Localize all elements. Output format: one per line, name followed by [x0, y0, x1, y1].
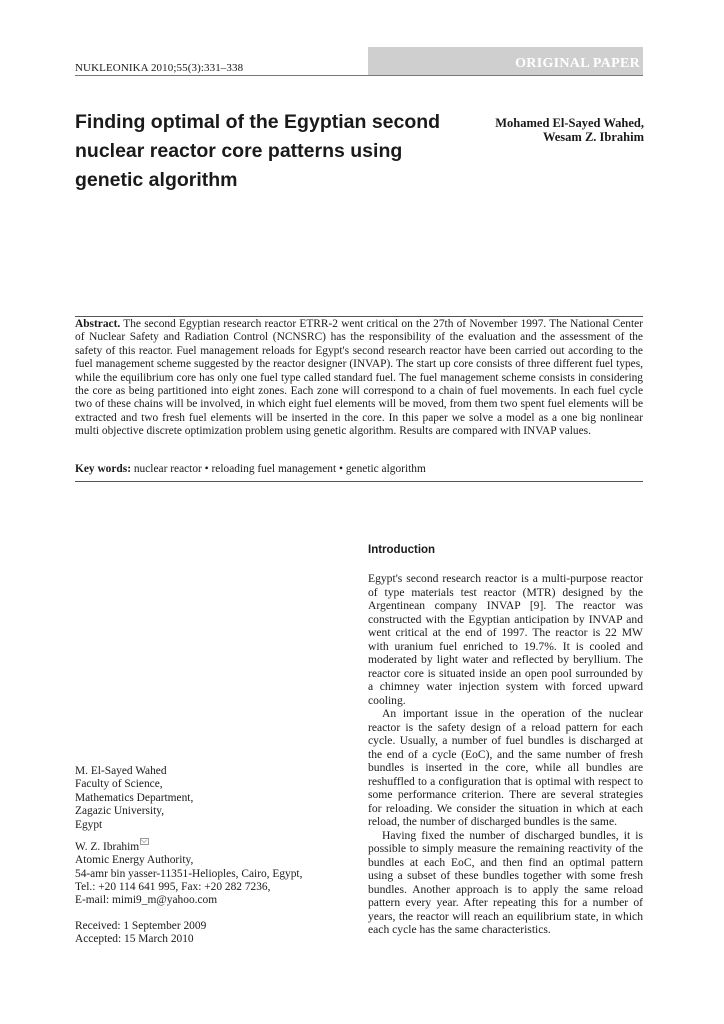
- accepted-date: Accepted: 15 March 2010: [75, 933, 194, 946]
- envelope-icon: [140, 838, 149, 845]
- keywords-text: nuclear reactor • reloading fuel management • genetic algorithm: [133, 463, 426, 475]
- abstract-top-rule: [75, 316, 643, 317]
- abstract: [75, 318, 643, 439]
- journal-reference: NUKLEONIKA 2010;55(3):331–338: [75, 62, 244, 74]
- author-affiliations: [75, 765, 335, 947]
- author-list: [430, 116, 644, 144]
- corresponding-author: [75, 838, 335, 854]
- title-line: genetic algorithm: [75, 169, 238, 191]
- title-line: nuclear reactor core patterns using: [75, 140, 403, 162]
- affiliation-line: Tel.: +20 114 641 995, Fax: +20 282 7236,: [75, 881, 271, 894]
- article-type-badge: ORIGINAL PAPER: [368, 47, 643, 75]
- affiliation-line: 54-amr bin yasser-11351-Helioples, Cairo, Egypt,: [75, 867, 303, 880]
- section-heading-introduction: Introduction: [368, 544, 436, 556]
- paragraph: Egypt's second research reactor is a multi-purpose reactor of type materials test reactor (MTR) designed by the Argentinean company INVAP [9]. The reactor was constructed with the Egyptian anticipation by INVAP and went critical at the end of 1997. The reactor is 22 MW with uranium fuel enriched to 19.7%. It is cooled and moderated by light water and reflected by beryllium. The reactor core is situated inside an open pool surrounded by a chimney water injection system with forced upward cooling.: [368, 572, 643, 707]
- keywords: [75, 463, 643, 475]
- keywords-bottom-rule: [75, 481, 643, 482]
- author-name: Mohamed El-Sayed Wahed,: [495, 116, 644, 130]
- affiliation-line: E-mail: mimi9_m@yahoo.com: [75, 894, 218, 907]
- abstract-text: The second Egyptian research reactor ETRR-2 went critical on the 27th of November 1997. The National Center of Nuclear Safety and Radiation Control (NCNSRC) has the responsibility of the evaluation and the assessment of the safety of this reactor. Fuel management reloads for Egypt's second research reactor have been carried out according to the fuel management scheme suggested by the reactor designer (INVAP). The start up core consists of three different fuel types, while the equilibrium core has only one fuel type called standard fuel. The fuel management scheme consists in considering the core as being partitioned into eight zones. Each zone will correspond to a chain of fuel movements. In each fuel cycle two of these chains will be involved, in which eight fuel elements will be moved, from them two spent fuel elements will be extracted and two fresh fuel elements will be inserted in the core. In this paper we solve a model as a one big nonlinear multi objective discrete optimization problem using genetic algorithm. Results are compared with INVAP values.: [75, 318, 643, 438]
- title-line: Finding optimal of the Egyptian second: [75, 111, 441, 133]
- introduction-body: [368, 572, 643, 937]
- corresponding-author-name: W. Z. Ibrahim: [75, 840, 140, 853]
- paper-title: [75, 108, 445, 195]
- header-rule: [75, 75, 643, 76]
- paragraph: An important issue in the operation of the nuclear reactor is the safety design of a reload pattern for each cycle. Usually, a number of fuel bundles is discharged at the end of a cycle (EoC), and the same number of fresh bundles is inserted in the core, while all bundles are reshuffled to a configuration that is optimal with respect to some performance criterion. There are several strategies for reloading. We consider the situation in which at each reload, the number of discharged bundles is the same.: [368, 707, 643, 828]
- paragraph: Having fixed the number of discharged bundles, it is possible to simply measure the remaining reactivity of the bundles at each EoC, and then find an optimal pattern using a subset of these bundles together with some fresh bundles. Another approach is to apply the same reload pattern every year. After repeating this for a number of years, the reactor will reach an equilibrium state, in which each cycle has the same characteristics.: [368, 828, 643, 936]
- received-date: Received: 1 September 2009: [75, 919, 207, 932]
- affiliation-line: Zagazic University,: [75, 805, 165, 818]
- abstract-label: Abstract.: [75, 318, 121, 330]
- affiliation-line: M. El-Sayed Wahed: [75, 765, 167, 777]
- affiliation-line: Mathematics Department,: [75, 791, 194, 804]
- affiliation-line: Atomic Energy Authority,: [75, 854, 194, 867]
- author-name: Wesam Z. Ibrahim: [542, 130, 644, 144]
- affiliation-line: Faculty of Science,: [75, 778, 163, 791]
- affiliation-line: Egypt: [75, 818, 103, 831]
- keywords-label: Key words:: [75, 463, 131, 475]
